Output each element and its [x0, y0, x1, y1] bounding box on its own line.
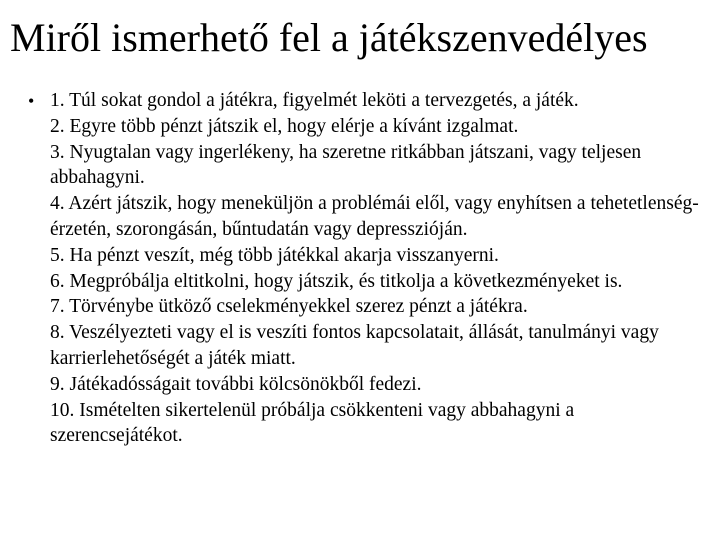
list-item: 7. Törvénybe ütköző cselekményekkel szerez pénzt a játékra. [50, 296, 528, 318]
list-item: 5. Ha pénzt veszít, még több játékkal akarja visszanyerni. [50, 244, 499, 266]
list-item: 9. Játékadósságait további kölcsönökből fedezi. [50, 373, 422, 395]
list-item: 10. Ismételten sikertelenül próbálja csökkenteni vagy abbahagyni a szerencsejátékot. [50, 399, 575, 447]
bullet-marker: • [28, 91, 35, 111]
symptom-list [50, 88, 710, 449]
list-item: 8. Veszélyezteti vagy el is veszíti fontos kapcsolatait, állását, tanulmányi vagy karrierlehetőségét a játék miatt. [50, 322, 659, 369]
list-item: 4. Azért játszik, hogy meneküljön a problémái elől, vagy enyhítsen a tehetetlenség-érzetén, szorongásán, bűntudatán vagy depresszióján. [50, 193, 699, 240]
list-item: 6. Megpróbálja eltitkolni, hogy játszik, és titkolja a következményeket is. [50, 270, 623, 292]
list-item: 3. Nyugtalan vagy ingerlékeny, ha szeretne ritkábban játszani, vagy teljesen abbahagyni. [50, 141, 642, 189]
list-item: 1. Túl sokat gondol a játékra, figyelmét leköti a tervezgetés, a játék. [50, 90, 579, 111]
list-item: 2. Egyre több pénzt játszik el, hogy elérje a kívánt izgalmat. [50, 115, 519, 137]
slide-title: Miről ismerhető fel a játékszenvedélyes [10, 15, 648, 60]
